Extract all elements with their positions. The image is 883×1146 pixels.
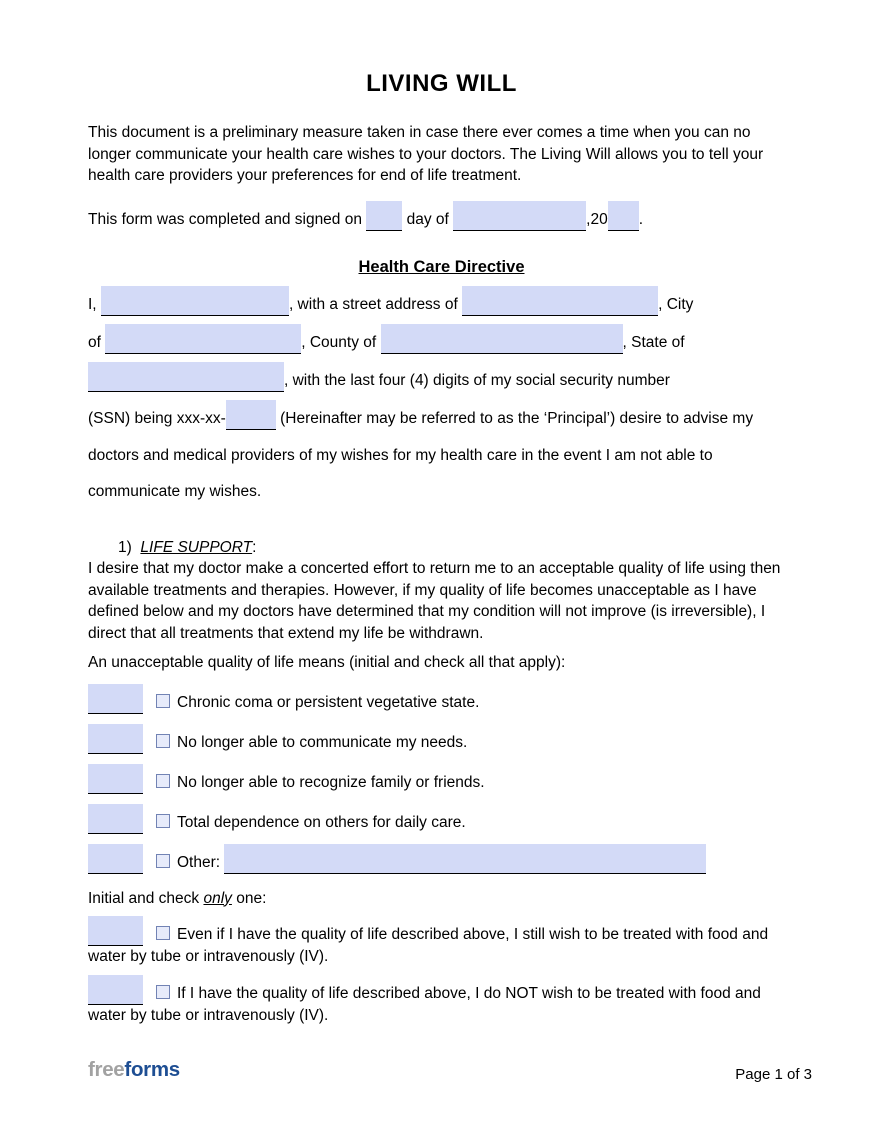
unacceptable-intro: An unacceptable quality of life means (initial and check all that apply): [88,654,566,671]
feed-yes-checkbox[interactable] [156,926,170,940]
city-county-line [88,324,795,354]
seg-state: , State of [622,333,685,351]
freeforms-logo [88,1058,180,1082]
city-field[interactable] [105,324,301,354]
no-recognize-checkbox[interactable] [156,774,170,788]
checkbox-label: No longer able to recognize family or friends. [177,773,485,791]
signed-line-year-prefix: ,20 [586,210,608,228]
no-communicate-checkbox[interactable] [156,734,170,748]
signed-line-day-of: day of [406,210,454,228]
health-care-directive-heading: Health Care Directive [358,257,525,276]
checkbox-label: Other: [177,853,221,871]
county-field[interactable] [381,324,623,354]
other-checkbox[interactable] [156,854,170,868]
life-support-heading [88,537,795,559]
initial-field-feed-yes[interactable] [88,916,143,946]
total-dependence-checkbox[interactable] [156,814,170,828]
seg-last-four: , with the last four (4) digits of my social security number [284,371,670,389]
ssn-field[interactable] [226,400,276,430]
day-field[interactable] [366,201,402,231]
communicate-line: communicate my wishes. [88,483,262,500]
exclusive-option-label: Even if I have the quality of life described above, I still wish to be treated with food and water by tube or intravenously (IV). [88,925,769,965]
checkbox-row [88,804,795,834]
street-address-field[interactable] [462,286,658,316]
only-one-intro [88,890,795,908]
initial-field-communicate[interactable] [88,724,143,754]
initial-field-coma[interactable] [88,684,143,714]
section-colon: : [252,538,257,556]
life-support-body: I desire that my doctor make a concerted effort to return me to an acceptable quality of life using then available treatments and therapies. However, if my quality of life becomes unacceptable as I have defined below and my doctors have determined that my condition will not improve (is irreversible), I direct that all treatments that extend my life be withdrawn. [88,560,781,642]
signed-line-suffix: . [638,210,644,228]
only-one-pre: Initial and check [88,889,204,907]
exclusive-option-row [88,916,795,968]
state-line [88,362,795,392]
signed-date-line [88,201,795,231]
seg-of: of [88,333,101,351]
doctors-line: doctors and medical providers of my wishes for my health care in the event I am not able to [88,446,713,464]
seg-street: , with a street address of [288,295,458,313]
state-field[interactable] [88,362,284,392]
signed-line-prefix: This form was completed and signed on [88,210,362,228]
checkbox-row [88,764,795,794]
seg-i: I, [88,295,97,313]
exclusive-option-label: If I have the quality of life described above, I do NOT wish to be treated with food and water by tube or intravenously (IV). [88,985,761,1024]
checkbox-row [88,724,795,754]
page-number: Page 1 of 3 [735,1066,812,1083]
section-number: 1) [118,538,132,556]
initial-field-feed-no[interactable] [88,975,143,1005]
feed-no-checkbox[interactable] [156,985,170,999]
initial-field-recognize[interactable] [88,764,143,794]
only-one-post: one: [231,889,267,907]
principal-name-field[interactable] [101,286,289,316]
principal-name-line [88,286,795,316]
logo-forms-text: forms [124,1058,180,1081]
checkbox-label: Chronic coma or persistent vegetative state. [177,693,480,711]
checkbox-label: Total dependence on others for daily care. [177,813,466,831]
seg-city: , City [658,295,694,313]
checkbox-row-other [88,844,795,874]
initial-field-other[interactable] [88,844,143,874]
checkbox-row [88,684,795,714]
seg-ssn-prefix: (SSN) being xxx-xx- [88,409,226,427]
seg-county: , County of [301,333,377,351]
section-title: LIFE SUPPORT [140,538,253,556]
chronic-coma-checkbox[interactable] [156,694,170,708]
checkbox-label: No longer able to communicate my needs. [177,733,468,751]
exclusive-option-row [88,975,795,1027]
seg-hereinafter: (Hereinafter may be referred to as the ‘Principal’) desire to advise my [280,409,754,427]
only-one-word: only [203,889,232,907]
year-field[interactable] [608,201,639,231]
intro-paragraph: This document is a preliminary measure taken in case there ever comes a time when you can no longer communicate your health care wishes to your doctors. The Living Will allows you to tell your health care providers your preferences for end of life treatment. [88,124,764,184]
month-field[interactable] [453,201,586,231]
logo-free-text: free [88,1058,125,1081]
page-title: LIVING WILL [366,70,517,97]
initial-field-dependence[interactable] [88,804,143,834]
other-text-field[interactable] [224,844,706,874]
ssn-line [88,400,795,430]
